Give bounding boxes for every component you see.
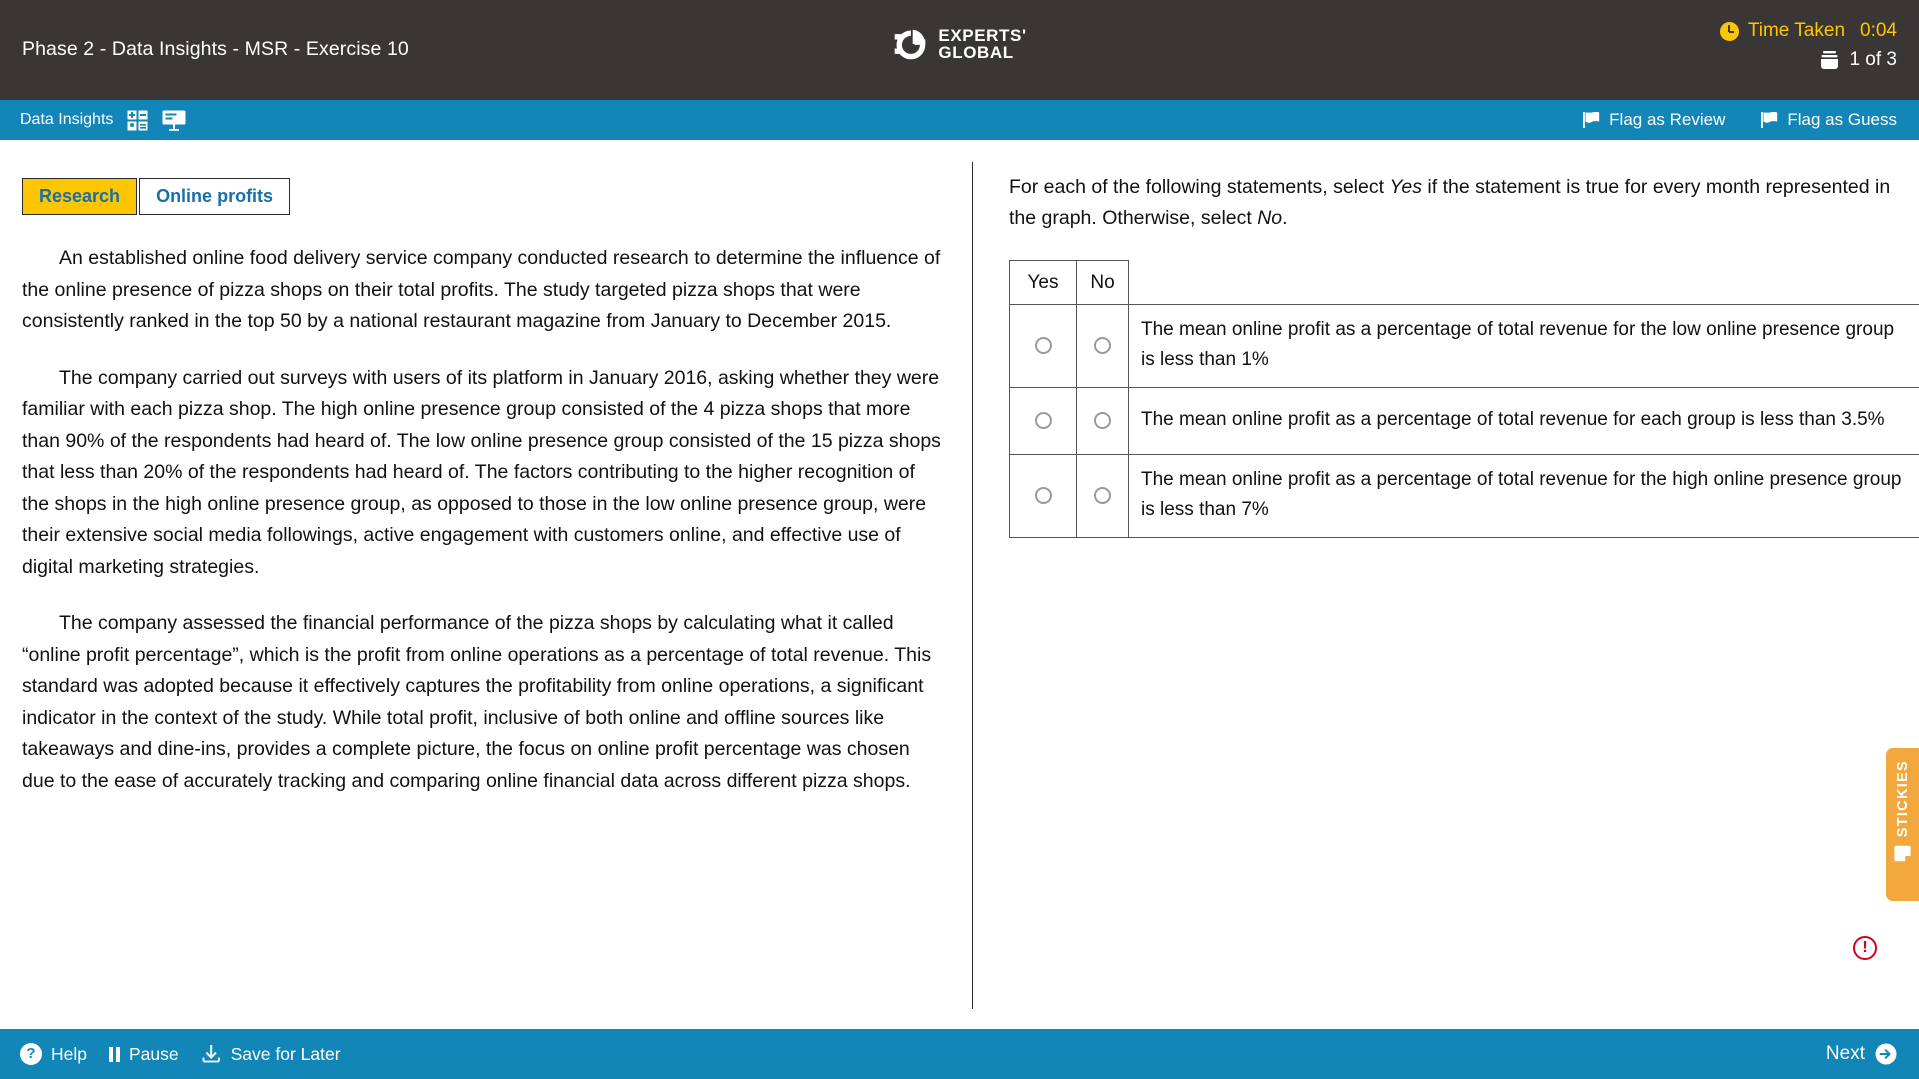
experts-global-logo-icon xyxy=(892,26,928,62)
toolbar-right-group xyxy=(1583,110,1897,130)
yes-radio-cell[interactable] xyxy=(1010,305,1077,388)
prompt-emphasis-no: No xyxy=(1257,207,1283,229)
clock-icon xyxy=(1720,22,1739,41)
column-header-yes: Yes xyxy=(1010,261,1077,305)
passage-pane xyxy=(0,140,972,1029)
question-mark-icon: ? xyxy=(20,1043,42,1065)
statement-text-1: The mean online profit as a percentage of total revenue for the low online presence group is less than 1% xyxy=(1129,305,1919,388)
passage-tabs xyxy=(22,178,950,215)
flag-icon xyxy=(1583,112,1600,128)
exercise-title: Phase 2 - Data Insights - MSR - Exercise 10 xyxy=(22,38,409,60)
next-label: Next xyxy=(1825,1043,1865,1064)
table-row xyxy=(1010,388,1919,455)
question-pane xyxy=(972,140,1919,1029)
alert-circle-icon[interactable]: ! xyxy=(1853,936,1877,960)
column-header-statement xyxy=(1129,261,1919,305)
radio-yes-1[interactable] xyxy=(1035,337,1052,354)
section-toolbar xyxy=(0,100,1919,140)
stickies-label: STICKIES xyxy=(1894,760,1911,838)
flag-as-review-label: Flag as Review xyxy=(1609,110,1726,129)
stack-icon xyxy=(1819,50,1840,70)
calculator-icon[interactable] xyxy=(127,110,148,131)
save-for-later-label: Save for Later xyxy=(230,1043,341,1064)
top-header-bar xyxy=(0,0,1919,100)
passage-paragraph: The company assessed the financial performance of the pizza shops by calculating what it called “online profit percentage”, which is the profit from online operations as a percentage of total revenue. This standard was adopted because it effectively captures the profitability from online operations, a significant indicator in the context of the study. While total profit, inclusive of both online and offline sources like takeaways and dine-ins, provides a complete picture, the focus on online profit percentage was chosen due to the ease of accurately tracking and comparing online financial data across different pizza shops. xyxy=(22,612,932,792)
bottom-toolbar xyxy=(0,1029,1919,1079)
flag-as-review-button[interactable] xyxy=(1583,110,1725,130)
brand-line-1: EXPERTS' xyxy=(938,26,1027,45)
table-row xyxy=(1010,305,1919,388)
statement-text-3: The mean online profit as a percentage of total revenue for the high online presence group is less than 7% xyxy=(1129,455,1919,538)
brand-wordmark xyxy=(938,27,1026,61)
flag-as-guess-label: Flag as Guess xyxy=(1787,110,1897,129)
yes-radio-cell[interactable] xyxy=(1010,388,1077,455)
passage-paragraph: The company carried out surveys with users of its platform in January 2016, asking whether they were familiar with each pizza shop. The high online presence group consisted of the 4 pizza shops that more than 90% of the respondents had heard of. The low online presence group consisted of the 15 pizza shops that less than 20% of the respondents had heard of. The factors contributing to the higher recognition of the shops in the high online presence group, as opposed to those in the low online presence group, were their extensive social media followings, active engagement with customers online, and effective use of digital marketing strategies. xyxy=(22,366,941,578)
prompt-text-part-1: For each of the following statements, select xyxy=(1009,176,1390,198)
help-button[interactable] xyxy=(20,1043,87,1065)
arrow-right-circle-icon xyxy=(1875,1043,1897,1065)
statements-table-head xyxy=(1010,261,1919,305)
brand-line-2: GLOBAL xyxy=(938,43,1014,62)
tab-online-profits[interactable]: Online profits xyxy=(139,178,290,215)
question-prompt xyxy=(1009,172,1909,234)
statement-text-2: The mean online profit as a percentage of total revenue for each group is less than 3.5% xyxy=(1129,388,1919,455)
brand-logo xyxy=(892,26,1026,62)
passage-paragraph: An established online food delivery service company conducted research to determine the influence of the online presence of pizza shops on their total profits. The study targeted pizza shops that were consistently ranked in the top 50 by a national restaurant magazine from January to December 2015. xyxy=(22,247,941,332)
prompt-emphasis-yes: Yes xyxy=(1389,176,1422,198)
no-radio-cell[interactable] xyxy=(1077,305,1129,388)
toolbar-left-group xyxy=(20,110,186,131)
sticky-note-icon xyxy=(1894,845,1911,862)
pause-icon xyxy=(109,1047,120,1062)
stickies-tab[interactable] xyxy=(1886,748,1919,901)
question-counter-value: 1 of 3 xyxy=(1849,49,1897,70)
main-content xyxy=(0,140,1919,1029)
statements-table xyxy=(1009,260,1919,538)
radio-no-3[interactable] xyxy=(1094,487,1111,504)
help-label: Help xyxy=(51,1043,87,1064)
pause-button[interactable] xyxy=(109,1044,179,1065)
pane-divider xyxy=(972,162,973,1009)
time-taken xyxy=(1720,20,1897,42)
section-label: Data Insights xyxy=(20,111,114,128)
bottom-left-group xyxy=(20,1043,341,1065)
question-counter xyxy=(1819,49,1897,71)
radio-yes-2[interactable] xyxy=(1035,412,1052,429)
no-radio-cell[interactable] xyxy=(1077,388,1129,455)
flag-as-guess-button[interactable] xyxy=(1761,110,1897,130)
no-radio-cell[interactable] xyxy=(1077,455,1129,538)
radio-yes-3[interactable] xyxy=(1035,487,1052,504)
pause-label: Pause xyxy=(129,1043,179,1064)
passage-text xyxy=(22,243,947,797)
table-header-row xyxy=(1010,261,1919,305)
column-header-no: No xyxy=(1077,261,1129,305)
prompt-text-part-3: . xyxy=(1282,207,1288,229)
save-for-later-button[interactable] xyxy=(201,1044,341,1065)
radio-no-1[interactable] xyxy=(1094,337,1111,354)
whiteboard-icon[interactable] xyxy=(162,110,186,131)
download-icon xyxy=(201,1044,222,1064)
radio-no-2[interactable] xyxy=(1094,412,1111,429)
flag-icon xyxy=(1761,112,1778,128)
table-row xyxy=(1010,455,1919,538)
bottom-right-group xyxy=(1826,1043,1897,1065)
next-button[interactable] xyxy=(1826,1043,1897,1065)
yes-radio-cell[interactable] xyxy=(1010,455,1077,538)
prompt-text-part-2: if the statement is true for every month represented in the graph. Otherwise, select xyxy=(1009,176,1891,229)
tab-research[interactable]: Research xyxy=(22,178,137,215)
time-taken-label: Time Taken xyxy=(1747,20,1846,41)
time-taken-value: 0:04 xyxy=(1860,20,1897,41)
statements-table-body xyxy=(1010,305,1919,538)
